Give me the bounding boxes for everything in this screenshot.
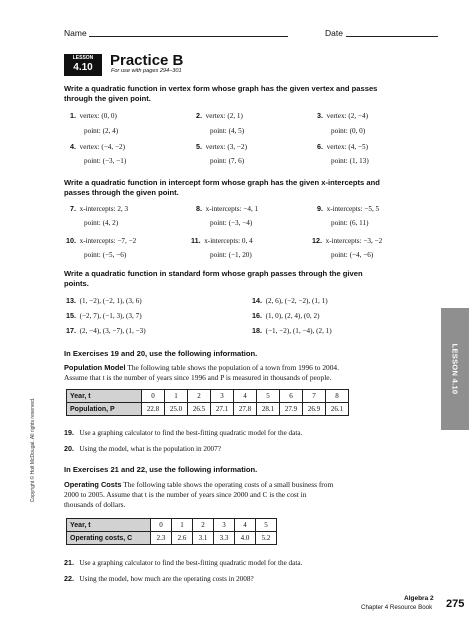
table-cell: 6 bbox=[280, 390, 303, 403]
problem-10 bbox=[66, 236, 136, 246]
problem-text: vertex: (−4, −2) bbox=[79, 143, 126, 151]
problem-3 bbox=[317, 111, 368, 121]
name-line bbox=[89, 36, 288, 37]
problem-20 bbox=[64, 444, 221, 454]
problem-18 bbox=[252, 326, 332, 336]
table-cell: 0 bbox=[151, 519, 172, 532]
table-cell: 4 bbox=[234, 390, 257, 403]
problem-10-point: point: (−5, −6) bbox=[84, 251, 127, 259]
population-model-text-2: Assume that t is the number of years since 1996 and P is measured in thousands of people. bbox=[64, 373, 332, 382]
problem-6 bbox=[317, 142, 368, 152]
problem-2 bbox=[196, 111, 243, 121]
problem-11-point: point: (−1, 20) bbox=[210, 251, 252, 259]
problem-7-point: point: (4, 2) bbox=[84, 219, 119, 227]
table-cell: 2 bbox=[188, 390, 211, 403]
problem-number: 8. bbox=[196, 204, 202, 213]
problem-text: (2, −4), (3, −7), (1, −3) bbox=[79, 327, 146, 335]
problem-text: (2, 6), (−2, −2), (1, 1) bbox=[265, 297, 328, 305]
copyright-notice: Copyright © Holt McDougal. All rights reserved. bbox=[30, 397, 36, 503]
problem-number: 19. bbox=[64, 428, 74, 437]
problem-text: x-intercepts: −4, 1 bbox=[205, 205, 259, 213]
population-table bbox=[66, 389, 349, 416]
date-label: Date bbox=[325, 28, 343, 38]
problem-text: Use a graphing calculator to find the best-fitting quadratic model for the data. bbox=[79, 429, 303, 437]
problem-text: Use a graphing calculator to find the best-fitting quadratic model for the data. bbox=[79, 559, 303, 567]
section1-instruction: Write a quadratic function in vertex form whose graph has the given vertex and passes through the given point. bbox=[64, 84, 378, 103]
table-cell: 27.9 bbox=[280, 403, 303, 416]
row-header: Population, P bbox=[67, 403, 142, 416]
problem-1 bbox=[70, 111, 117, 121]
problem-12 bbox=[312, 236, 382, 246]
problem-17 bbox=[66, 326, 146, 336]
problem-text: x-intercepts: −5, 5 bbox=[326, 205, 380, 213]
table-cell: 3 bbox=[211, 390, 234, 403]
problem-19 bbox=[64, 428, 302, 438]
operating-costs-text-2: 2000 to 2005. Assume that t is the number of years since 2000 and C is the cost in bbox=[64, 490, 307, 499]
problem-number: 14. bbox=[252, 296, 262, 305]
table-cell: 27.8 bbox=[234, 403, 257, 416]
problem-9 bbox=[317, 204, 379, 214]
problem-text: vertex: (0, 0) bbox=[79, 112, 117, 120]
problem-number: 4. bbox=[70, 142, 76, 151]
table-cell: 3 bbox=[214, 519, 235, 532]
table-cell: 5.2 bbox=[256, 532, 277, 545]
side-tab-label: LESSON 4.10 bbox=[450, 343, 460, 395]
problem-text: (−1, −2), (1, −4), (2, 1) bbox=[265, 327, 332, 335]
problem-text: (1, −2), (−2, 1), (3, 6) bbox=[79, 297, 142, 305]
table-cell: 2 bbox=[193, 519, 214, 532]
problem-text: (−2, 7), (−1, 3), (3, 7) bbox=[79, 312, 142, 320]
problem-text: x-intercepts: −7, −2 bbox=[79, 237, 137, 245]
page-subtitle: For use with pages 294–301 bbox=[111, 68, 182, 74]
model-text: The following table shows the population of a town from 1996 to 2004. bbox=[127, 363, 339, 372]
table-cell: 3.1 bbox=[193, 532, 214, 545]
problem-21 bbox=[64, 558, 302, 568]
problem-text: x-intercepts: 2, 3 bbox=[79, 205, 129, 213]
problem-number: 11. bbox=[191, 236, 201, 245]
table-row bbox=[67, 519, 277, 532]
table-row bbox=[67, 532, 277, 545]
section4-instruction: In Exercises 19 and 20, use the following information. bbox=[64, 349, 258, 358]
table-cell: 2.3 bbox=[151, 532, 172, 545]
problem-7 bbox=[70, 204, 128, 214]
problem-4 bbox=[70, 142, 125, 152]
problem-1-point: point: (2, 4) bbox=[84, 127, 119, 135]
problem-text: vertex: (2, 1) bbox=[205, 112, 243, 120]
table-cell: 4 bbox=[235, 519, 256, 532]
table-cell: 4.0 bbox=[235, 532, 256, 545]
lesson-badge-number: 4.10 bbox=[73, 62, 93, 73]
problem-number: 18. bbox=[252, 326, 262, 335]
problem-11 bbox=[191, 236, 253, 246]
problem-text: vertex: (2, −4) bbox=[326, 112, 368, 120]
table-cell: 3.3 bbox=[214, 532, 235, 545]
side-tab bbox=[441, 308, 469, 430]
problem-text: x-intercepts: 0, 4 bbox=[204, 237, 253, 245]
population-model-text bbox=[64, 363, 339, 372]
table-cell: 22.8 bbox=[142, 403, 165, 416]
problem-5-point: point: (7, 6) bbox=[210, 157, 245, 165]
lesson-badge-label: LESSON bbox=[72, 55, 94, 61]
table-cell: 2.6 bbox=[172, 532, 193, 545]
problem-number: 7. bbox=[70, 204, 76, 213]
problem-6-point: point: (1, 13) bbox=[331, 157, 369, 165]
problem-text: x-intercepts: −3, −2 bbox=[325, 237, 383, 245]
row-header: Year, t bbox=[67, 390, 142, 403]
problem-14 bbox=[252, 296, 328, 306]
problem-number: 17. bbox=[66, 326, 76, 335]
problem-number: 20. bbox=[64, 444, 74, 453]
operating-costs-table bbox=[66, 518, 277, 545]
table-cell: 5 bbox=[257, 390, 280, 403]
section2-instruction: Write a quadratic function in intercept form whose graph has the given x-intercepts and passes through the given point. bbox=[64, 178, 380, 197]
table-row bbox=[67, 403, 349, 416]
problem-number: 1. bbox=[70, 111, 76, 120]
table-cell: 26.5 bbox=[188, 403, 211, 416]
problem-number: 12. bbox=[312, 236, 322, 245]
problem-number: 6. bbox=[317, 142, 323, 151]
table-cell: 1 bbox=[172, 519, 193, 532]
date-line bbox=[346, 36, 438, 37]
model-title: Population Model bbox=[64, 363, 126, 372]
problem-12-point: point: (−4, −6) bbox=[331, 251, 374, 259]
problem-number: 15. bbox=[66, 311, 76, 320]
problem-text: vertex: (3, −2) bbox=[205, 143, 247, 151]
row-header: Operating costs, C bbox=[67, 532, 151, 545]
table-cell: 0 bbox=[142, 390, 165, 403]
table-cell: 1 bbox=[165, 390, 188, 403]
problem-number: 13. bbox=[66, 296, 76, 305]
problem-number: 5. bbox=[196, 142, 202, 151]
problem-text: vertex: (4, −5) bbox=[326, 143, 368, 151]
name-label: Name bbox=[64, 28, 87, 38]
section5-instruction: In Exercises 21 and 22, use the following information. bbox=[64, 465, 258, 474]
footer-book: Algebra 2 bbox=[404, 595, 434, 602]
problem-5 bbox=[196, 142, 247, 152]
lesson-badge bbox=[64, 54, 102, 76]
problem-number: 16. bbox=[252, 311, 262, 320]
operating-costs-text-3: thousands of dollars. bbox=[64, 500, 126, 509]
table-cell: 28.1 bbox=[257, 403, 280, 416]
problem-13 bbox=[66, 296, 142, 306]
problem-text: (1, 0), (2, 4), (0, 2) bbox=[265, 312, 320, 320]
problem-8-point: point: (−3, −4) bbox=[210, 219, 253, 227]
table-cell: 8 bbox=[326, 390, 349, 403]
footer-resource: Chapter 4 Resource Book bbox=[361, 604, 433, 611]
problem-number: 2. bbox=[196, 111, 202, 120]
problem-text: Using the model, how much are the operating costs in 2008? bbox=[79, 575, 254, 583]
section3-instruction: Write a quadratic function in standard form whose graph passes through the given points. bbox=[64, 269, 363, 288]
model-text: The following table shows the operating costs of a small business from bbox=[123, 480, 334, 489]
problem-text: Using the model, what is the population in 2007? bbox=[79, 445, 221, 453]
table-row bbox=[67, 390, 349, 403]
table-cell: 25.0 bbox=[165, 403, 188, 416]
table-cell: 7 bbox=[303, 390, 326, 403]
table-cell: 27.1 bbox=[211, 403, 234, 416]
problem-number: 21. bbox=[64, 558, 74, 567]
table-cell: 26.9 bbox=[303, 403, 326, 416]
page-title: Practice B bbox=[110, 52, 184, 69]
problem-number: 9. bbox=[317, 204, 323, 213]
problem-number: 22. bbox=[64, 574, 74, 583]
problem-number: 10. bbox=[66, 236, 76, 245]
table-cell: 5 bbox=[256, 519, 277, 532]
problem-22 bbox=[64, 574, 254, 584]
operating-costs-text bbox=[64, 480, 333, 489]
problem-number: 3. bbox=[317, 111, 323, 120]
table-cell: 26.1 bbox=[326, 403, 349, 416]
problem-15 bbox=[66, 311, 142, 321]
problem-4-point: point: (−3, −1) bbox=[84, 157, 127, 165]
problem-16 bbox=[252, 311, 320, 321]
problem-2-point: point: (4, 5) bbox=[210, 127, 245, 135]
page-number: 275 bbox=[446, 598, 465, 610]
row-header: Year, t bbox=[67, 519, 151, 532]
model-title: Operating Costs bbox=[64, 480, 122, 489]
problem-8 bbox=[196, 204, 258, 214]
problem-3-point: point: (0, 0) bbox=[331, 127, 366, 135]
problem-9-point: point: (6, 11) bbox=[331, 219, 369, 227]
